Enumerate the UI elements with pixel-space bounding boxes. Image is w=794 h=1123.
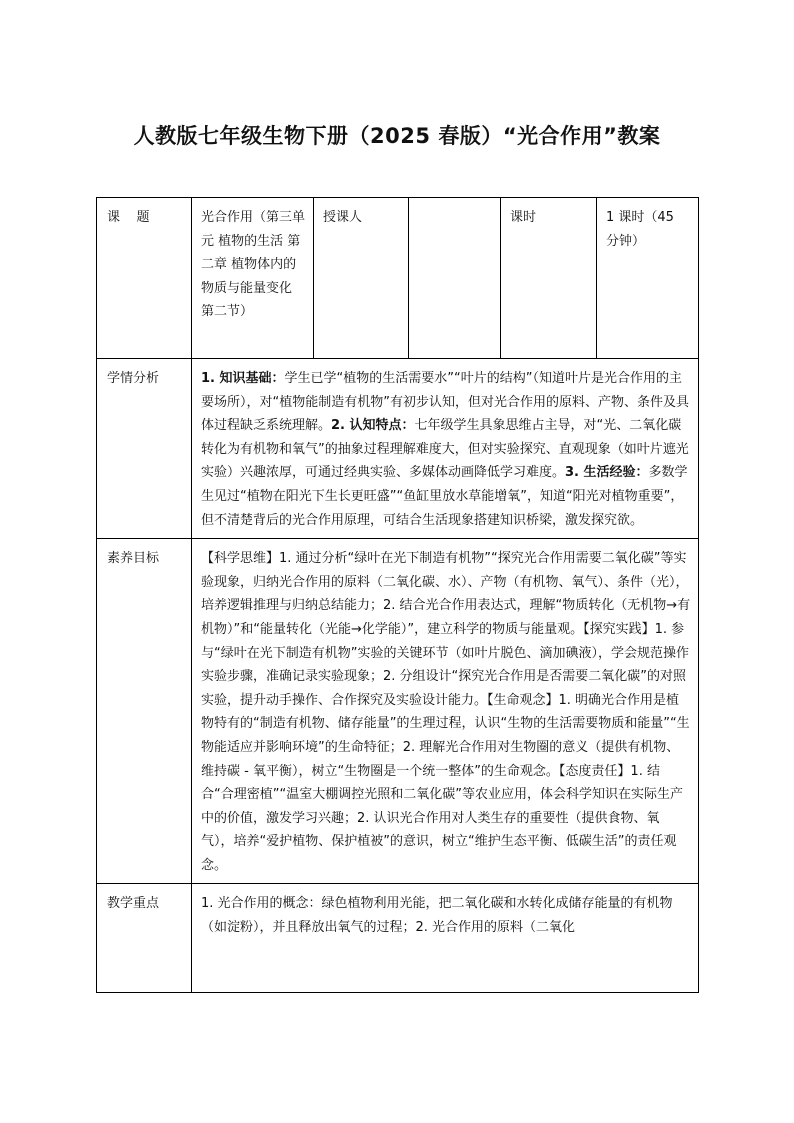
key-points-cell (192, 884, 699, 993)
teacher-label: 授课人 (314, 198, 409, 359)
page-title: 人教版七年级生物下册（2025 春版）“光合作用”教案 (133, 124, 661, 148)
hours-label: 课时 (501, 198, 597, 359)
key-points-label: 教学重点 (97, 884, 192, 993)
key-points-row (97, 884, 699, 993)
goals-row (97, 539, 699, 884)
lesson-plan-table (96, 197, 699, 993)
teacher-value (409, 198, 501, 359)
goals-label: 素养目标 (97, 539, 192, 884)
key-points-content: 1. 光合作用的概念：绿色植物利用光能，把二氧化碳和水转化成储存能量的有机物（如淀粉），并且释放出氧气的过程；2. 光合作用的原料（二氧化 (201, 896, 673, 936)
analysis-point-1-heading: 1. 知识基础： (201, 371, 285, 386)
goals-content: 【科学思维】1. 通过分析“绿叶在光下制造有机物”“探究光合作用需要二氧化碳”等实验现象，归纳光合作用的原料（二氧化碳、水）、产物（有机物、氧气）、条件（光），培养逻辑推理与归纳总结能力；2. 结合光合作用表达式，理解“物质转化（无机物→有机物）”和“能量转化（光能→化学能）”，建立科学的物质与能量观。【探究实践】1. 参与“绿叶在光下制造有机物”实验的关键环节（如叶片脱色、滴加碘液），学会规范操作实验步骤，准确记录实验现象；2. 分组设计“探究光合作用是否需要二氧化碳”的对照实验，提升动手操作、合作探究及实验设计能力。【生命观念】1. 明确光合作用是植物特有的“制造有机物、储存能量”的生理过程，认识“生物的生活需要物质和能量”“生物能适应并影响环境”的生命特征；2. 理解光合作用对生物圈的意义（提供有机物、维持碳 - 氧平衡），树立“生物圈是一个统一整体”的生命观念。【态度责任】1. 结合“合理密植”“温室大棚调控光照和二氧化碳”等农业应用，体会科学知识在实际生产中的价值，激发学习兴趣；2. 认识光合作用对人类生存的重要性（提供食物、氧气），培养“爱护植物、保护植被”的意识，树立“维护生态平衡、低碳生活”的责任观念。 (192, 539, 699, 884)
analysis-row (97, 359, 699, 539)
analysis-content (192, 359, 699, 539)
analysis-point-3-text: 多数学生见过“植物在阳光下生长更旺盛”“鱼缸里放水草能增氧”，知道“阳光对植物重要”，但不清楚背后的光合作用原理，可结合生活现象搭建知识桥梁，激发探究欲。 (201, 465, 688, 528)
topic-label: 课 题 (97, 198, 192, 359)
topic-value: 光合作用（第三单元 植物的生活 第二章 植物体内的物质与能量变化 第二节） (192, 198, 314, 359)
hours-value: 1 课时（45 分钟） (597, 198, 699, 359)
analysis-point-2-heading: 2. 认知特点： (331, 418, 415, 434)
analysis-point-1-text: 学生已学“植物的生活需要水”“叶片的结构”（知道叶片是光合作用的主要场所），对“植物能制造有机物”有初步认知，但对光合作用的原料、产物、条件及具体过程缺乏系统理解。 (201, 371, 689, 434)
header-row (97, 198, 699, 359)
analysis-label: 学情分析 (97, 359, 192, 539)
analysis-point-2-text: 七年级学生具象思维占主导，对“光、二氧化碳转化为有机物和氧气”的抽象过程理解难度大，但对实验探究、直观现象（如叶片遮光实验）兴趣浓厚，可通过经典实验、多媒体动画降低学习难度。 (201, 418, 689, 481)
analysis-point-3-heading: 3. 生活经验： (565, 465, 649, 481)
